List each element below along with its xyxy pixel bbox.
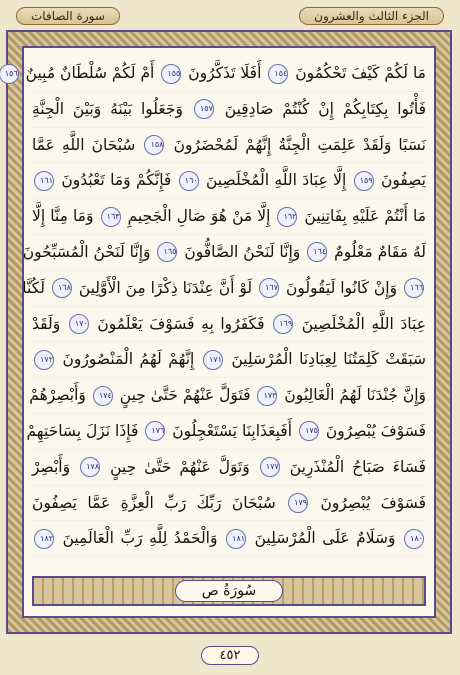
verse-text: وَالْحَمْدُ لِلَّهِ رَبِّ الْعَالَمِينَ [62, 529, 218, 548]
ayah-marker: ١٥٨ [144, 135, 164, 155]
ayah-marker: ١٧٣ [257, 386, 277, 406]
next-surah-banner [32, 576, 426, 606]
verse-text: وَتَوَلَّ عَنْهُمْ حَتَّىٰ حِينٍ [110, 457, 250, 476]
verse-text: أَفَبِعَذَابِنَا يَسْتَعْجِلُونَ [172, 421, 293, 440]
ayah-marker: ١٧٧ [260, 457, 280, 477]
verse-text: فَسَوْفَ يُبْصِرُونَ [320, 493, 426, 512]
verse-text: يَصِفُونَ [380, 171, 426, 190]
ayah-marker: ١٦٣ [101, 207, 121, 227]
ayah-marker: ١٦٨ [52, 278, 72, 298]
ayah-marker: ١٧١ [203, 350, 223, 370]
verse-line [32, 199, 426, 235]
verse-text: مَا لَكُمْ كَيْفَ تَحْكُمُونَ [295, 64, 426, 82]
verse-text: عِبَادَ اللَّهِ الْمُخْلَصِينَ [301, 314, 426, 333]
ayah-marker: ١٦٦ [404, 278, 424, 298]
ayah-marker: ١٦٧ [259, 278, 279, 298]
text-area [4, 46, 436, 618]
ayah-marker: ١٦٩ [273, 314, 293, 334]
verse-lines [4, 56, 427, 579]
verse-text: فَتَوَلَّ عَنْهُمْ حَتَّىٰ حِينٍ [119, 386, 251, 405]
verse-line [22, 235, 426, 271]
verse-text: مَا أَنْتُمْ عَلَيْهِ بِفَاتِنِينَ [304, 207, 427, 226]
page-footer [0, 642, 460, 668]
page-header [16, 4, 444, 28]
ayah-marker: ١٨٠ [404, 529, 424, 549]
ayah-marker: ١٦٠ [179, 171, 199, 191]
verse-line [32, 307, 426, 343]
ayah-marker: ١٦٢ [277, 207, 297, 227]
verse-line [32, 128, 426, 164]
verse-text: فَإِذَا نَزَلَ بِسَاحَتِهِمْ [26, 421, 139, 440]
verse-line [29, 378, 426, 414]
verse-text: لَوْ أَنَّ عِنْدَنَا ذِكْرًا مِنَ الْأَوَّلِينَ [78, 278, 253, 297]
verse-line [32, 450, 426, 486]
verse-text: لَكُنَّا [22, 278, 45, 297]
next-surah-title: سُورَةُ ص [175, 580, 283, 602]
ayah-marker: ١٥٧ [194, 99, 214, 119]
verse-text: أَفَلَا تَذَكَّرُونَ [188, 64, 262, 82]
verse-text: وَمَا مِنَّا إِلَّا [32, 207, 94, 226]
surah-label: سورة الصافات [16, 7, 120, 25]
ayah-marker: ١٧٤ [93, 386, 113, 406]
verse-line [4, 56, 426, 92]
ayah-marker: ١٧٩ [288, 493, 308, 513]
verse-text: نَسَبًا وَلَقَدْ عَلِمَتِ الْجِنَّةُ إِنَّهُمْ لَمُحْضَرُونَ [173, 135, 426, 154]
ayah-marker: ١٧٥ [299, 421, 319, 441]
verse-text: وَأَبْصِرْهُمْ [29, 386, 86, 405]
ayah-marker: ١٧٦ [145, 421, 165, 441]
verse-text: وَإِنَّ جُنْدَنَا لَهُمُ الْغَالِبُونَ [284, 386, 426, 405]
verse-line [32, 521, 426, 557]
ayah-marker: ١٦١ [34, 171, 54, 191]
verse-text: فَإِنَّكُمْ وَمَا تَعْبُدُونَ [61, 171, 172, 190]
ayah-marker: ١٥٩ [354, 171, 374, 191]
verse-text: إِلَّا مَنْ هُوَ صَالِ الْجَحِيمِ [127, 207, 271, 226]
ayah-marker: ١٧٨ [80, 457, 100, 477]
decorative-frame [6, 30, 452, 634]
verse-text: سُبْحَانَ اللَّهِ عَمَّا [32, 135, 136, 154]
ayah-marker: ١٦٥ [157, 242, 177, 262]
ayah-marker: ١٧٠ [69, 314, 89, 334]
verse-text: سُبْحَانَ رَبِّكَ رَبِّ الْعِزَّةِ عَمَّا يَصِفُونَ [32, 493, 276, 512]
verse-text: وَإِنَّا لَنَحْنُ الْمُسَبِّحُونَ [22, 242, 151, 261]
verse-line [32, 163, 426, 199]
verse-text: وَإِنَّا لَنَحْنُ الصَّافُّونَ [184, 242, 301, 261]
verse-text: وَأَبْصِرْ [32, 457, 71, 476]
ayah-marker: ١٥٥ [161, 64, 181, 84]
verse-text: وَجَعَلُوا بَيْنَهُ وَبَيْنَ الْجِنَّةِ [32, 99, 183, 118]
verse-text: فَأْتُوا بِكِتَابِكُمْ إِنْ كُنْتُمْ صَادِقِينَ [224, 99, 427, 118]
verse-text: فَكَفَرُوا بِهِ فَسَوْفَ يَعْلَمُونَ [97, 314, 265, 333]
verse-text: فَسَوْفَ يُبْصِرُونَ [325, 421, 426, 440]
ayah-marker: ١٨٢ [34, 529, 54, 549]
verse-text: إِنَّهُمْ لَهُمُ الْمَنْصُورُونَ [62, 350, 195, 369]
verse-text: سَبَقَتْ كَلِمَتُنَا لِعِبَادِنَا الْمُرْسَلِينَ [231, 350, 427, 369]
verse-line [32, 92, 426, 128]
verse-text: إِلَّا عِبَادَ اللَّهِ الْمُخْلَصِينَ [206, 171, 347, 190]
verse-text: وَلَقَدْ [32, 314, 61, 333]
verse-text: وَسَلَامٌ عَلَى الْمُرْسَلِينَ [254, 529, 396, 548]
ayah-marker: ١٥٦ [0, 64, 19, 84]
ayah-marker: ١٦٤ [307, 242, 327, 262]
ayah-marker: ١٨١ [226, 529, 246, 549]
verse-line [32, 486, 426, 522]
verse-line [26, 414, 426, 450]
verse-line [22, 271, 426, 307]
juz-label: الجزء الثالث والعشرون [299, 7, 444, 25]
verse-text: أَمْ لَكُمْ سُلْطَانٌ مُبِينٌ [25, 64, 155, 82]
ayah-marker: ١٥٤ [268, 64, 288, 84]
verse-text: لَهُ مَقَامٌ مَعْلُومٌ [334, 242, 426, 261]
verse-text: فَسَاءَ صَبَاحُ الْمُنْذَرِينَ [289, 457, 426, 476]
verse-text: وَإِنْ كَانُوا لَيَقُولُونَ [285, 278, 398, 297]
page-number: ٤٥٢ [201, 646, 260, 665]
verse-line [32, 342, 426, 378]
ayah-marker: ١٧٢ [34, 350, 54, 370]
